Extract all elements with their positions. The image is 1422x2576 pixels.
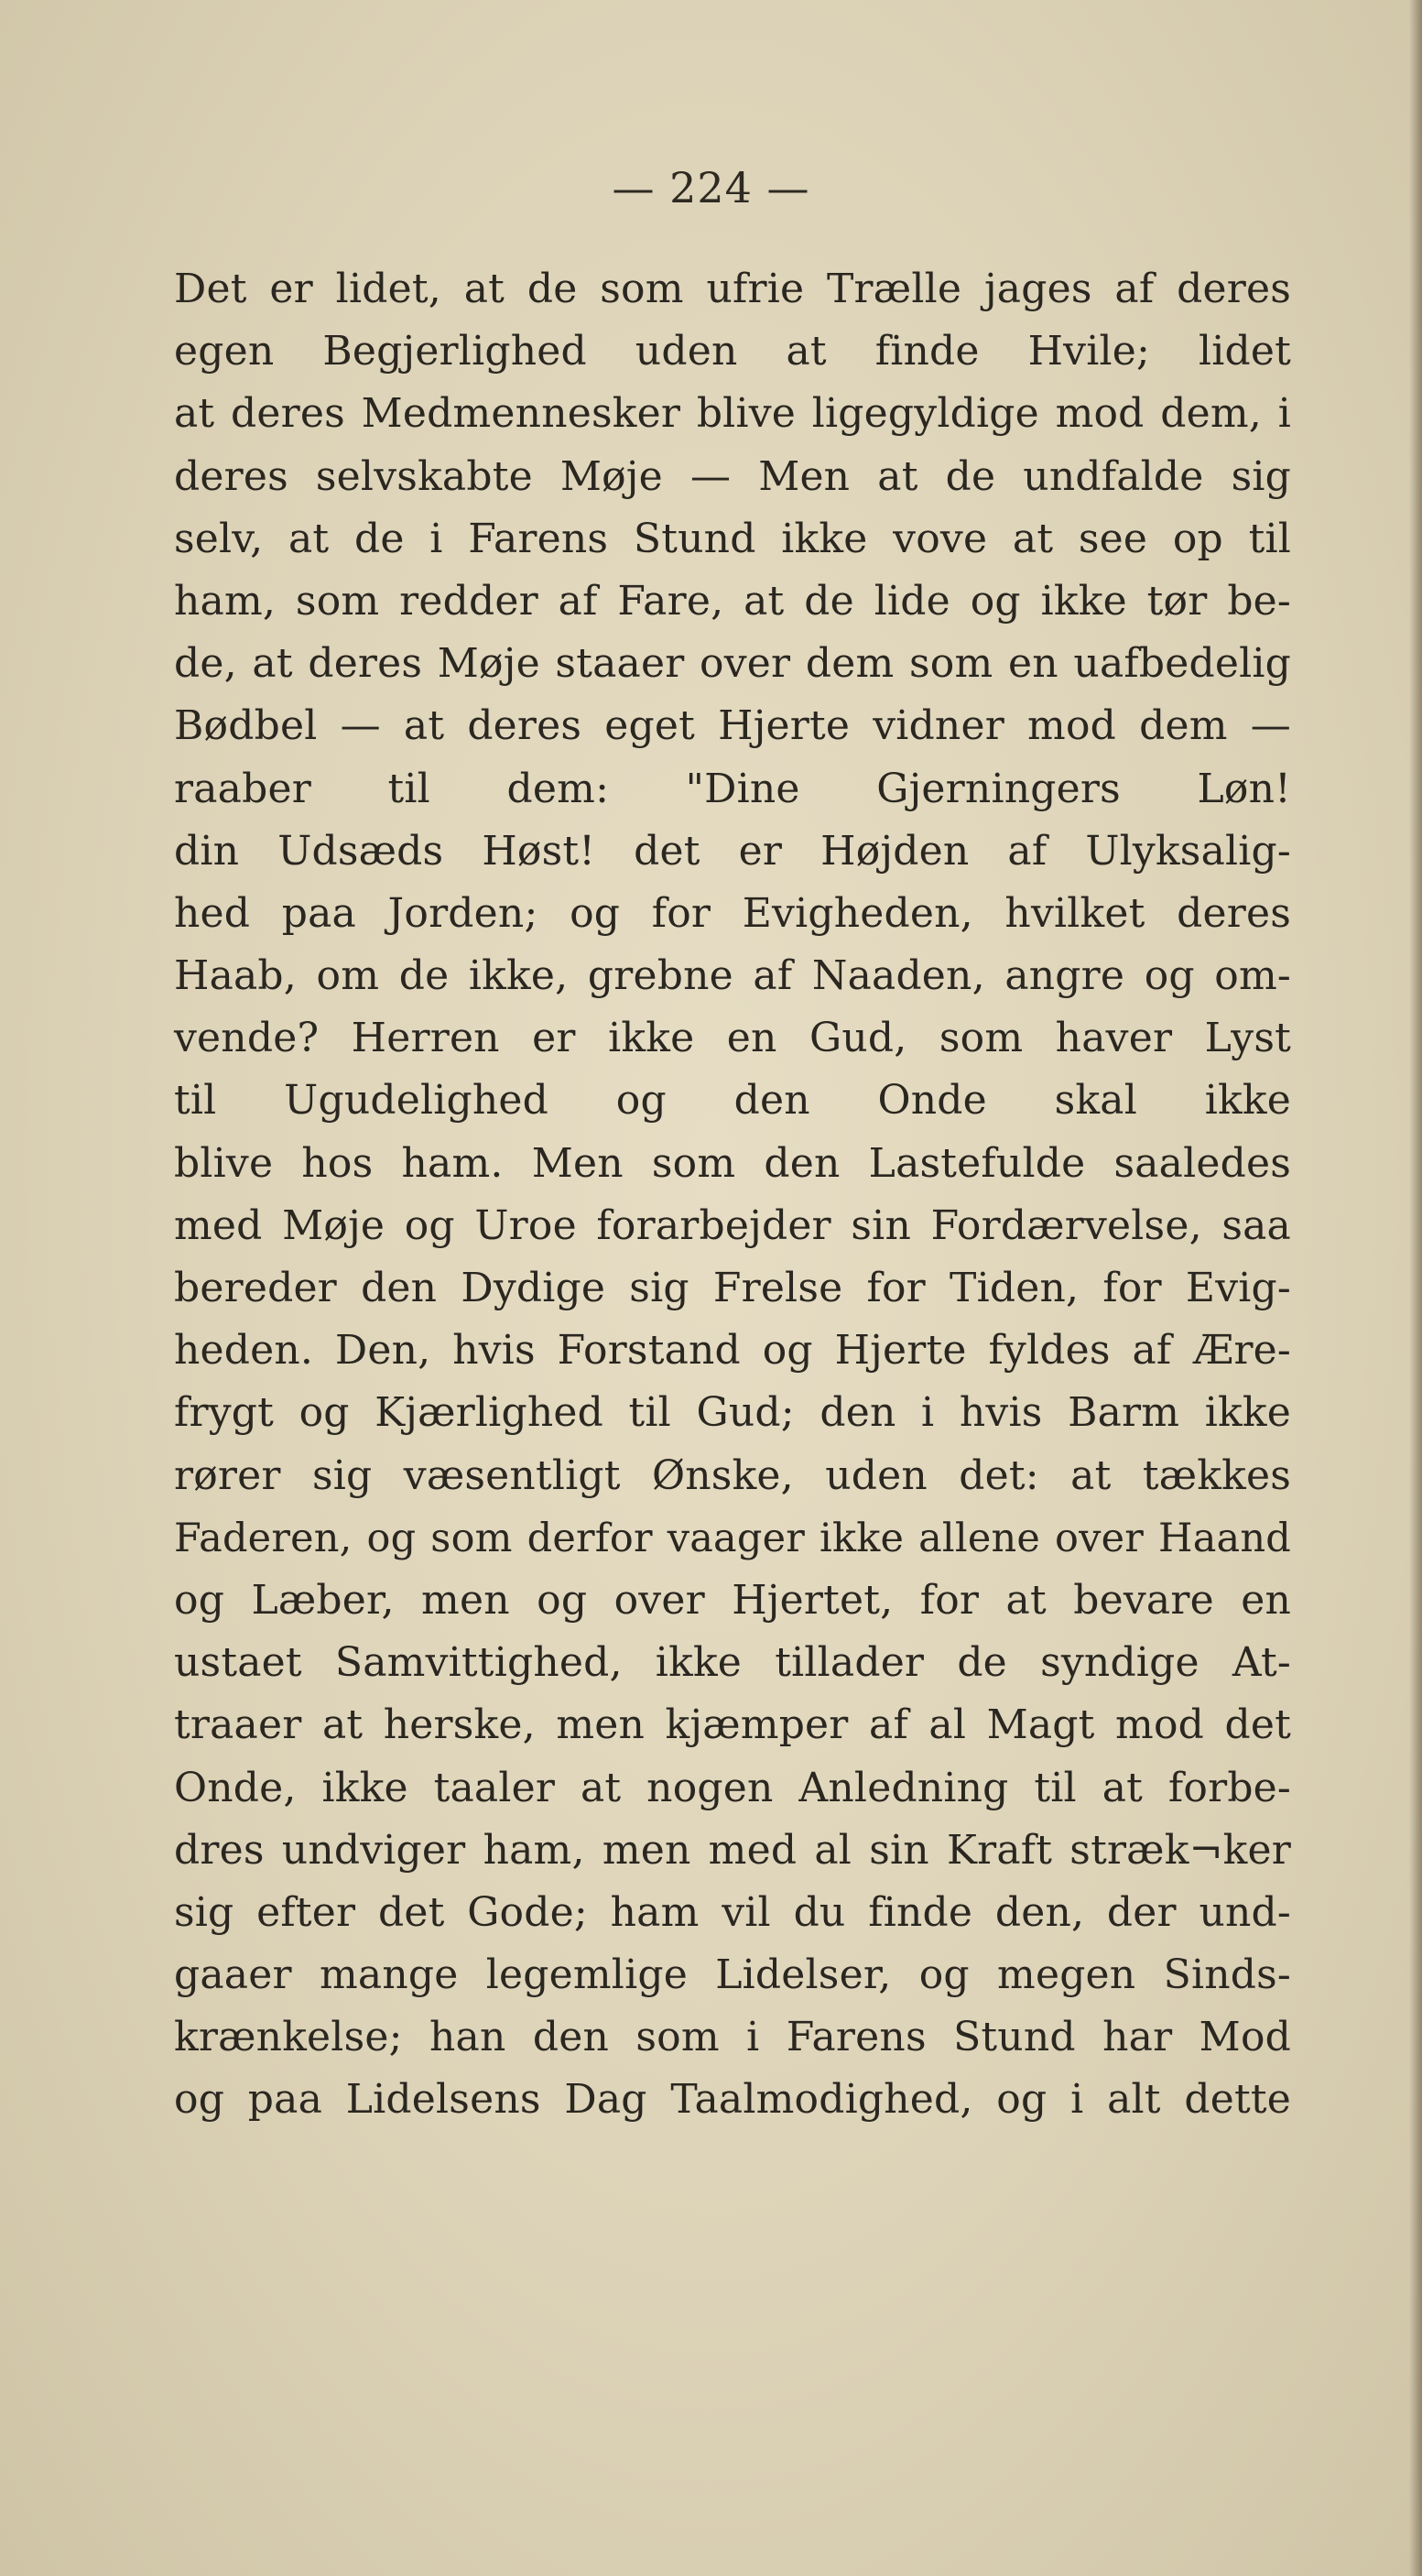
text-line: med Møje og Uroe forarbejder sin Fordærvelse, saa xyxy=(174,1201,1291,1249)
page-number: — 224 — xyxy=(612,163,810,212)
text-line: Bødbel — at deres eget Hjerte vidner mod dem — xyxy=(174,702,1291,750)
text-line: Faderen, og som derfor vaager ikke allene over Haand xyxy=(174,1515,1291,1561)
text-line: hed paa Jorden; og for Evigheden, hvilket deres xyxy=(174,889,1291,937)
text-line: og paa Lidelsens Dag Taalmodighed, og i alt dette xyxy=(174,2076,1291,2124)
text-line: vende? Herren er ikke en Gud, som haver Lyst xyxy=(174,1015,1291,1062)
text-line: traaer at herske, men kjæmper af al Magt mod det xyxy=(174,1701,1291,1749)
text-line: gaaer mange legemlige Lidelser, og megen Sinds- xyxy=(174,1951,1291,1999)
body-text xyxy=(174,258,1291,2132)
text-line: og Læber, men og over Hjertet, for at bevare en xyxy=(174,1576,1291,1624)
text-line: ham, som redder af Fare, at de lide og ikke tør be- xyxy=(174,577,1291,625)
text-line: heden. Den, hvis Forstand og Hjerte fyldes af Ære- xyxy=(174,1327,1291,1375)
text-line: Det er lidet, at de som ufrie Trælle jages af deres xyxy=(174,266,1291,312)
text-line: egen Begjerlighed uden at finde Hvile; lidet xyxy=(174,328,1291,375)
text-line: raaber til dem: "Dine Gjerningers Løn! xyxy=(174,765,1291,812)
text-line: din Udsæds Høst! det er Højden af Ulyksalig- xyxy=(174,827,1291,875)
text-line: sig efter det Gode; ham vil du finde den, der und- xyxy=(174,1888,1291,1936)
text-line: de, at deres Møje staaer over dem som en uafbedelig xyxy=(174,640,1291,688)
text-line: rører sig væsentligt Ønske, uden det: at tækkes xyxy=(174,1451,1291,1499)
text-line: bereder den Dydige sig Frelse for Tiden, for Evig- xyxy=(174,1265,1291,1311)
text-line: ustaet Samvittighed, ikke tillader de syndige At- xyxy=(174,1639,1291,1687)
text-line: blive hos ham. Men som den Lastefulde saaledes xyxy=(174,1139,1291,1187)
text-line: dres undviger ham, men med al sin Kraft stræk¬ker xyxy=(174,1826,1291,1874)
text-line: Haab, om de ikke, grebne af Naaden, angre og om- xyxy=(174,952,1291,1000)
text-line: at deres Medmennesker blive ligegyldige mod dem, i xyxy=(174,390,1291,438)
text-line: til Ugudelighed og den Onde skal ikke xyxy=(174,1077,1291,1125)
text-line: deres selvskabte Møje — Men at de undfalde sig xyxy=(174,452,1291,500)
text-line: frygt og Kjærlighed til Gud; den i hvis Barm ikke xyxy=(174,1389,1291,1437)
text-line: Onde, ikke taaler at nogen Anledning til at forbe- xyxy=(174,1764,1291,1811)
text-line: krænkelse; han den som i Farens Stund har Mod xyxy=(174,2014,1291,2061)
text-line: selv, at de i Farens Stund ikke vove at see op til xyxy=(174,515,1291,562)
